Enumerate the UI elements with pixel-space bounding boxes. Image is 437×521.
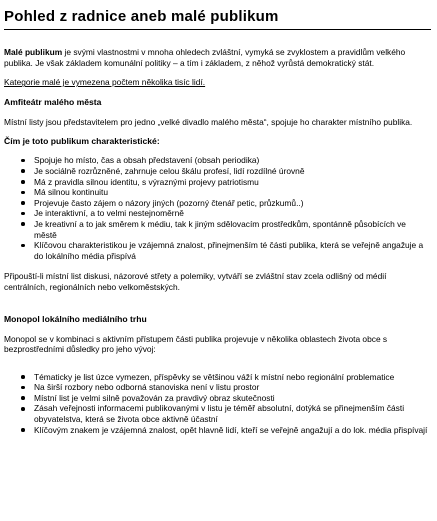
list-item: Místní list je velmi silně považován za pravdivý obraz skutečnosti [34,393,431,404]
intro-lead: Malé publikum [4,47,63,57]
list-item: Tématicky je list úzce vymezen, příspěvky se většinou váží k místní nebo regionální problematice [34,372,431,383]
monopol-list [4,372,431,436]
intro-text: je svými vlastnostmi v mnoha ohledech zvláštní, vymyká se zvyklostem a pravidlům velkého publika. Je však základem komunální politiky – a tím i základem, z něhož vyrůstá demokratický stát. [4,47,406,68]
list-item: Je sociálně rozrůzněné, zahrnuje celou škálu profesí, lidí rozdílné úrovně [34,166,431,177]
list-item: Klíčovým znakem je vzájemná znalost, opět hlavně lidí, kteří se veřejně angažují a do lok. média přispívají [34,425,431,436]
list-item: Na širší rozbory nebo odborná stanoviska není v listu prostor [34,382,431,393]
list-item: Má z pravidla silnou identitu, s výraznými projevy patriotismu [34,177,431,188]
title-divider [4,29,431,30]
underlined-note: Kategorie malé je vymezena počtem několika tisíc lidí. [4,77,206,88]
characteristics-list [4,155,431,261]
intro-paragraph [4,47,431,68]
list-item: Spojuje ho místo, čas a obsah představení (obsah periodika) [34,155,431,166]
list-item: Je interaktivní, a to velmi nestejnoměrně [34,208,431,219]
list-item: Projevuje často zájem o názory jiných (pozorný čtenář petic, průzkumů..) [34,198,431,209]
document-title: Pohled z radnice aneb malé publikum [4,8,279,25]
list-item: Klíčovou charakteristikou je vzájemná znalost, přinejmenším té části publika, která se veřejně angažuje a do lokálního média přispívá [34,240,431,261]
list-item: Má silnou kontinuitu [34,187,431,198]
monopol-paragraph: Monopol se v kombinaci s aktivním přístupem části publika projevuje v několika oblastech života obce s bezprostředními důsledky pro jeho vývoj: [4,333,388,355]
amfiteatr-paragraph: Místní listy jsou představitelem pro jedno „velké divadlo malého města“, spojuje ho charakter místního publika. [4,116,413,127]
heading-amfiteatr: Amfiteátr malého města [4,96,102,107]
heading-characteristics: Čím je toto publikum charakteristické: [4,136,160,147]
discussion-paragraph: Připouští-li místní list diskusi, názorové střety a polemiky, vytváří se zvláštní stav zcela odlišný od médií centrálních, regionálních nebo velkoměstských. [4,271,387,292]
list-item: Zásah veřejnosti informacemi publikovanými v listu je téměř absolutní, dotýká se přinejmenším části obyvatelstva, která se života obce aktivně účastní [34,403,431,424]
list-item: Je kreativní a to jak směrem k médiu, tak k jiným sdělovacím prostředkům, spontánně působících ve městě [34,219,431,240]
heading-monopol: Monopol lokálního mediálního trhu [4,313,147,324]
